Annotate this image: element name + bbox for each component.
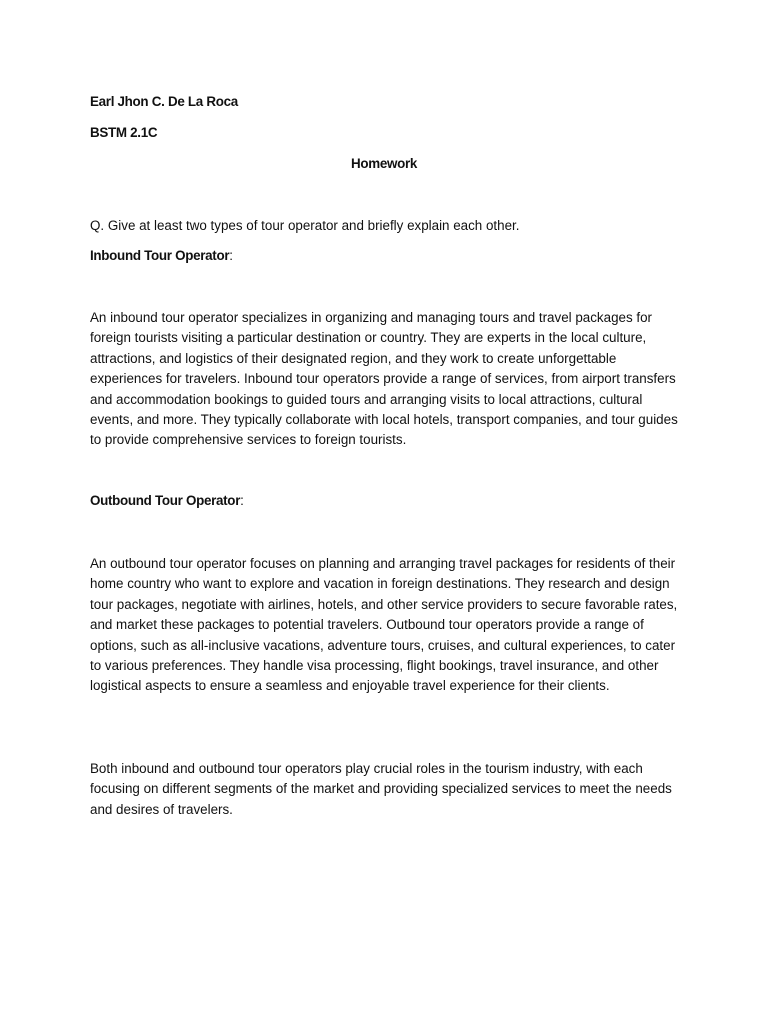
- inbound-heading-label: Inbound Tour Operator: [90, 248, 230, 263]
- outbound-heading-label: Outbound Tour Operator: [90, 493, 241, 508]
- class-section: BSTM 2.1C: [90, 125, 158, 140]
- author-name: Earl Jhon C. De La Roca: [90, 94, 238, 109]
- outbound-heading: [90, 491, 244, 511]
- conclusion-paragraph: Both inbound and outbound tour operators play crucial roles in the tourism industry, with each focusing on different segments of the market and providing specialized services to meet the needs and desires of travelers.: [90, 761, 672, 817]
- page-title: Homework: [350, 156, 418, 171]
- inbound-heading-colon: :: [229, 248, 233, 263]
- outbound-heading-colon: :: [240, 493, 244, 508]
- outbound-paragraph: An outbound tour operator focuses on planning and arranging travel packages for residents of their home country who want to explore and vacation in foreign destinations. They research and design tour packages, negotiate with airlines, hotels, and other service providers to secure favorable rates, and market these packages to potential travelers. Outbound tour operators provide a range of options, such as all-inclusive vacations, adventure tours, cruises, and cultural experiences, to cater to various preferences. They handle visa processing, flight bookings, travel insurance, and other logistical aspects to ensure a seamless and enjoyable travel experience for their clients.: [90, 556, 678, 694]
- question-text: Q. Give at least two types of tour operator and briefly explain each other.: [90, 218, 520, 233]
- inbound-heading: [90, 246, 233, 266]
- inbound-paragraph: An inbound tour operator specializes in organizing and managing tours and travel packages for foreign tourists visiting a particular destination or country. They are experts in the local culture, attractions, and logistics of their designated region, and they work to create unforgettable experiences for travelers. Inbound tour operators provide a range of services, from airport transfers and accommodation bookings to guided tours and arranging visits to local attractions, cultural events, and more. They typically collaborate with local hotels, transport companies, and tour guides to provide comprehensive services to foreign tourists.: [90, 310, 678, 448]
